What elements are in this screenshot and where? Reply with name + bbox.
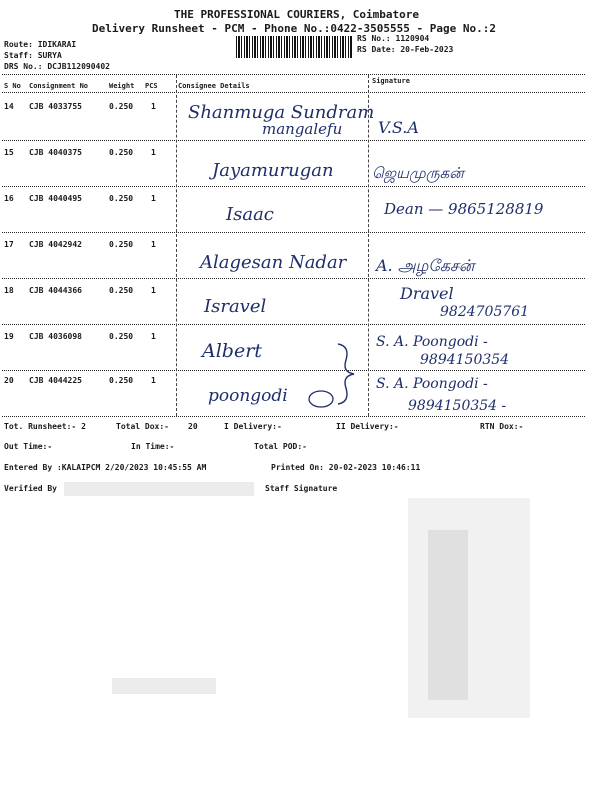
row-sno: 16 [4, 194, 14, 203]
faded-stamp [112, 678, 216, 694]
row-signature-phone: 9824705761 [440, 304, 530, 320]
row-consignee-handwritten: Albert [202, 340, 262, 362]
row-consignee-handwritten: Isravel [204, 296, 267, 317]
row-consignee-handwritten: Shanmuga Sundram [188, 102, 375, 123]
row-signature-phone: 9894150354 [420, 352, 510, 368]
row-signature: V.S.A [378, 118, 419, 137]
col-header-pcs: PCS [145, 82, 158, 90]
total-pod-label: Total POD:- [254, 442, 307, 451]
total-dox-label: Total Dox:- [116, 422, 169, 431]
row-divider [2, 370, 585, 371]
row-divider [2, 186, 585, 187]
faded-stamp-block [408, 498, 530, 718]
row-consignee-handwritten: Jayamurugan [212, 160, 334, 181]
table-bottom-rule [2, 416, 585, 417]
col-header-signature: Signature [372, 77, 410, 85]
table-top-rule [2, 74, 585, 75]
row-divider [2, 140, 585, 141]
col-header-weight: Weight [109, 82, 135, 90]
row-signature: S. A. Poongodi - [376, 376, 488, 392]
barcode [236, 36, 352, 58]
row-pcs: 1 [151, 194, 156, 203]
row-weight: 0.250 [109, 240, 134, 249]
in-time-label: In Time:- [131, 442, 175, 451]
printed-on: Printed On: 20-02-2023 10:46:11 [271, 463, 421, 472]
row-consignee-line2: mangalefu [262, 120, 343, 138]
row-divider [2, 324, 585, 325]
verified-by-label: Verified By [4, 484, 57, 493]
col-header-consignment: Consignment No [29, 82, 89, 90]
row-signature: S. A. Poongodi - [376, 334, 488, 350]
col-header-consignee: Consignee Details [178, 82, 250, 90]
row-pcs: 1 [151, 148, 156, 157]
out-time-label: Out Time:- [4, 442, 53, 451]
rs-date: RS Date: 20-Feb-2023 [357, 45, 454, 54]
faded-stamp [64, 482, 254, 496]
company-name: THE PROFESSIONAL COURIERS, Coimbatore [174, 8, 420, 21]
drs-number: DRS No.: DCJB112090402 [4, 62, 110, 71]
circled-mark [306, 388, 336, 410]
row-consignment-no: CJB 4044366 [29, 286, 82, 295]
row-signature: Dean — 9865128819 [384, 200, 544, 218]
faded-stamp-block [428, 530, 468, 700]
rtn-dox-label: RTN Dox:- [480, 422, 524, 431]
row-consignee-handwritten: Alagesan Nadar [200, 252, 347, 273]
row-weight: 0.250 [109, 286, 134, 295]
column-rule [176, 75, 177, 416]
row-consignment-no: CJB 4040375 [29, 148, 82, 157]
total-dox-value: 20 [188, 422, 198, 431]
row-weight: 0.250 [109, 102, 134, 111]
row-weight: 0.250 [109, 148, 134, 157]
row-signature-phone: 9894150354 - [408, 398, 507, 414]
row-weight: 0.250 [109, 332, 134, 341]
staff-signature-label: Staff Signature [265, 484, 338, 493]
column-rule [368, 75, 369, 416]
i-delivery-label: I Delivery:- [224, 422, 282, 431]
row-sno: 19 [4, 332, 14, 341]
row-pcs: 1 [151, 240, 156, 249]
row-sno: 18 [4, 286, 14, 295]
row-signature: A. அழகேசன் [376, 256, 475, 275]
rs-number: RS No.: 1120904 [357, 34, 430, 43]
staff-label: Staff: SURYA [4, 51, 62, 60]
col-header-sno: S No [4, 82, 21, 90]
row-divider [2, 232, 585, 233]
row-pcs: 1 [151, 332, 156, 341]
row-consignment-no: CJB 4036098 [29, 332, 82, 341]
row-consignment-no: CJB 4042942 [29, 240, 82, 249]
row-consignment-no: CJB 4040495 [29, 194, 82, 203]
entered-by: Entered By :KALAIPCM 2/20/2023 10:45:55 AM [4, 463, 207, 472]
row-consignment-no: CJB 4033755 [29, 102, 82, 111]
row-sno: 15 [4, 148, 14, 157]
ii-delivery-label: II Delivery:- [336, 422, 399, 431]
row-sno: 14 [4, 102, 14, 111]
route-label: Route: IDIKARAI [4, 40, 77, 49]
row-weight: 0.250 [109, 194, 134, 203]
tot-runsheet: Tot. Runsheet:- 2 [4, 422, 86, 431]
header-rule [2, 92, 585, 93]
row-divider [2, 278, 585, 279]
row-consignment-no: CJB 4044225 [29, 376, 82, 385]
row-consignee-handwritten: Isaac [226, 204, 274, 225]
row-sno: 20 [4, 376, 14, 385]
row-pcs: 1 [151, 102, 156, 111]
row-weight: 0.250 [109, 376, 134, 385]
row-pcs: 1 [151, 286, 156, 295]
document-title: Delivery Runsheet - PCM - Phone No.:0422-3505555 - Page No.:2 [92, 22, 496, 35]
row-signature: ஜெயமுருகன் [372, 164, 464, 182]
row-consignee-handwritten: poongodi [208, 386, 288, 406]
row-pcs: 1 [151, 376, 156, 385]
row-sno: 17 [4, 240, 14, 249]
row-signature: Dravel [400, 284, 454, 303]
